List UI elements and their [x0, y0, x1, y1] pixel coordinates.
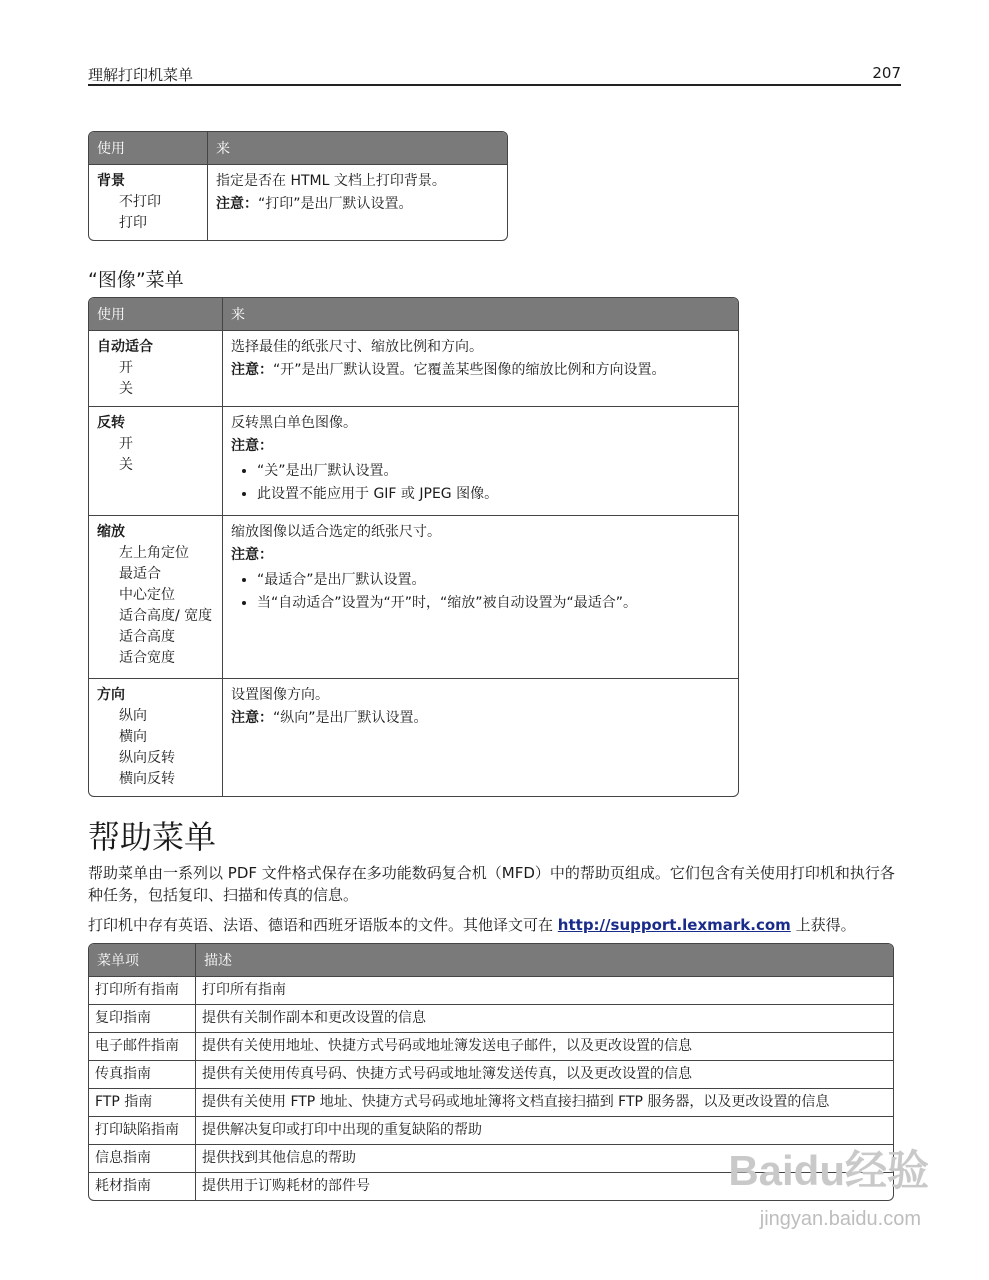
setting-description: 缩放图像以适合选定的纸张尺寸。	[231, 524, 441, 540]
setting-option: 横向反转	[119, 771, 175, 787]
setting-description: 设置图像方向。	[231, 687, 329, 703]
setting-cell	[89, 515, 222, 678]
menu-item-cell: 打印所有指南	[89, 976, 195, 1004]
header-rule	[88, 84, 901, 86]
description-cell: 提供解决复印或打印中出现的重复缺陷的帮助	[195, 1116, 893, 1144]
note	[231, 708, 730, 729]
table-row	[89, 1032, 893, 1060]
menu-item-cell: 打印缺陷指南	[89, 1116, 195, 1144]
note-bullet: • “最适合”是出厂默认设置。	[257, 570, 730, 591]
setting-name: 背景	[97, 173, 125, 189]
setting-option: 横向	[119, 729, 147, 745]
table-row	[89, 1060, 893, 1088]
table-row	[89, 330, 738, 406]
help-menu-title: 帮助菜单	[88, 818, 217, 856]
baidu-watermark-logo: Baidu经验	[728, 1147, 929, 1194]
header-title: 理解打印机菜单	[88, 66, 194, 84]
setting-cell	[89, 406, 222, 515]
setting-option: 打印	[119, 215, 147, 231]
note-bullets	[231, 570, 730, 614]
note-text: “开”是出厂默认设置。它覆盖某些图像的缩放比例和方向设置。	[273, 362, 666, 378]
table-header-row	[89, 944, 893, 976]
setting-name: 方向	[97, 687, 125, 703]
column-header-use: 使用	[89, 298, 222, 330]
setting-cell	[89, 330, 222, 406]
description-cell	[222, 330, 738, 406]
image-menu-title: “图像”菜单	[88, 269, 184, 291]
table-row	[89, 1088, 893, 1116]
description-cell: 提供用于订购耗材的部件号	[195, 1172, 893, 1200]
table-row	[89, 515, 738, 678]
setting-description: 选择最佳的纸张尺寸、缩放比例和方向。	[231, 339, 483, 355]
setting-option: 纵向	[119, 708, 147, 724]
description-cell	[207, 164, 507, 240]
note-label: 注意：	[231, 438, 273, 454]
setting-option: 最适合	[119, 566, 161, 582]
setting-option: 关	[119, 381, 133, 397]
column-header-purpose: 来	[222, 298, 738, 330]
menu-item-cell: FTP 指南	[89, 1088, 195, 1116]
setting-option: 适合高度/ 宽度	[119, 608, 213, 624]
menu-item-cell: 传真指南	[89, 1060, 195, 1088]
setting-option: 纵向反转	[119, 750, 175, 766]
setting-option: 适合宽度	[119, 650, 175, 666]
note-label: 注意：	[231, 362, 273, 378]
setting-option: 不打印	[119, 194, 161, 210]
table-row	[89, 1004, 893, 1032]
note-bullet: • 此设置不能应用于 GIF 或 JPEG 图像。	[257, 484, 730, 505]
table-row	[89, 164, 507, 240]
table-row	[89, 976, 893, 1004]
description-cell: 提供有关使用 FTP 地址、快捷方式号码或地址簿将文档直接扫描到 FTP 服务器，以及更改设置的信息	[195, 1088, 893, 1116]
setting-description: 反转黑白单色图像。	[231, 415, 357, 431]
help-language-paragraph	[88, 914, 903, 936]
setting-option: 开	[119, 360, 133, 376]
help-intro-paragraph: 帮助菜单由一系列以 PDF 文件格式保存在多功能数码复合机（MFD）中的帮助页组成。它们包含有关使用打印机和执行各种任务，包括复印、扫描和传真的信息。	[88, 864, 895, 904]
table-row	[89, 678, 738, 796]
page-number: 207	[872, 64, 901, 82]
table-row	[89, 406, 738, 515]
table-header-row	[89, 298, 738, 330]
image-menu-table	[88, 297, 739, 797]
description-cell: 提供有关使用地址、快捷方式号码或地址簿发送电子邮件，以及更改设置的信息	[195, 1032, 893, 1060]
description-cell: 提供找到其他信息的帮助	[195, 1144, 893, 1172]
setting-description: 指定是否在 HTML 文档上打印背景。	[216, 173, 446, 189]
support-link[interactable]: http://support.lexmark.com	[557, 916, 791, 934]
language-text: 打印机中存有英语、法语、德语和西班牙语版本的文件。其他译文可在	[88, 916, 554, 934]
setting-option: 左上角定位	[119, 545, 189, 561]
note-label: 注意：	[216, 196, 258, 212]
menu-item-cell: 耗材指南	[89, 1172, 195, 1200]
description-cell	[222, 515, 738, 678]
note	[216, 194, 499, 215]
note-bullet: • 当“自动适合”设置为“开”时，“缩放”被自动设置为“最适合”。	[257, 593, 730, 614]
note	[231, 360, 730, 381]
setting-name: 自动适合	[97, 339, 153, 355]
setting-option: 关	[119, 457, 133, 473]
setting-cell	[89, 678, 222, 796]
note-bullet: • “关”是出厂默认设置。	[257, 461, 730, 482]
note-text: “纵向”是出厂默认设置。	[273, 710, 428, 726]
note-label: 注意：	[231, 710, 273, 726]
table-header-row	[89, 132, 507, 164]
description-cell: 提供有关制作副本和更改设置的信息	[195, 1004, 893, 1032]
note-text: “打印”是出厂默认设置。	[258, 196, 413, 212]
column-header-description: 描述	[195, 944, 893, 976]
setting-option: 开	[119, 436, 133, 452]
column-header-purpose: 来	[207, 132, 507, 164]
description-cell	[222, 406, 738, 515]
description-cell	[222, 678, 738, 796]
note-bullets	[231, 461, 730, 505]
column-header-use: 使用	[89, 132, 207, 164]
note-label: 注意：	[231, 547, 273, 563]
setting-cell	[89, 164, 207, 240]
baidu-watermark-url: jingyan.baidu.com	[759, 1208, 921, 1230]
description-cell: 打印所有指南	[195, 976, 893, 1004]
background-settings-table	[88, 131, 508, 241]
menu-item-cell: 信息指南	[89, 1144, 195, 1172]
menu-item-cell: 电子邮件指南	[89, 1032, 195, 1060]
language-text-end: 上获得。	[795, 916, 856, 934]
column-header-menu-item: 菜单项	[89, 944, 195, 976]
description-cell: 提供有关使用传真号码、快捷方式号码或地址簿发送传真，以及更改设置的信息	[195, 1060, 893, 1088]
setting-option: 适合高度	[119, 629, 175, 645]
setting-name: 反转	[97, 415, 125, 431]
menu-item-cell: 复印指南	[89, 1004, 195, 1032]
setting-name: 缩放	[97, 524, 125, 540]
setting-option: 中心定位	[119, 587, 175, 603]
